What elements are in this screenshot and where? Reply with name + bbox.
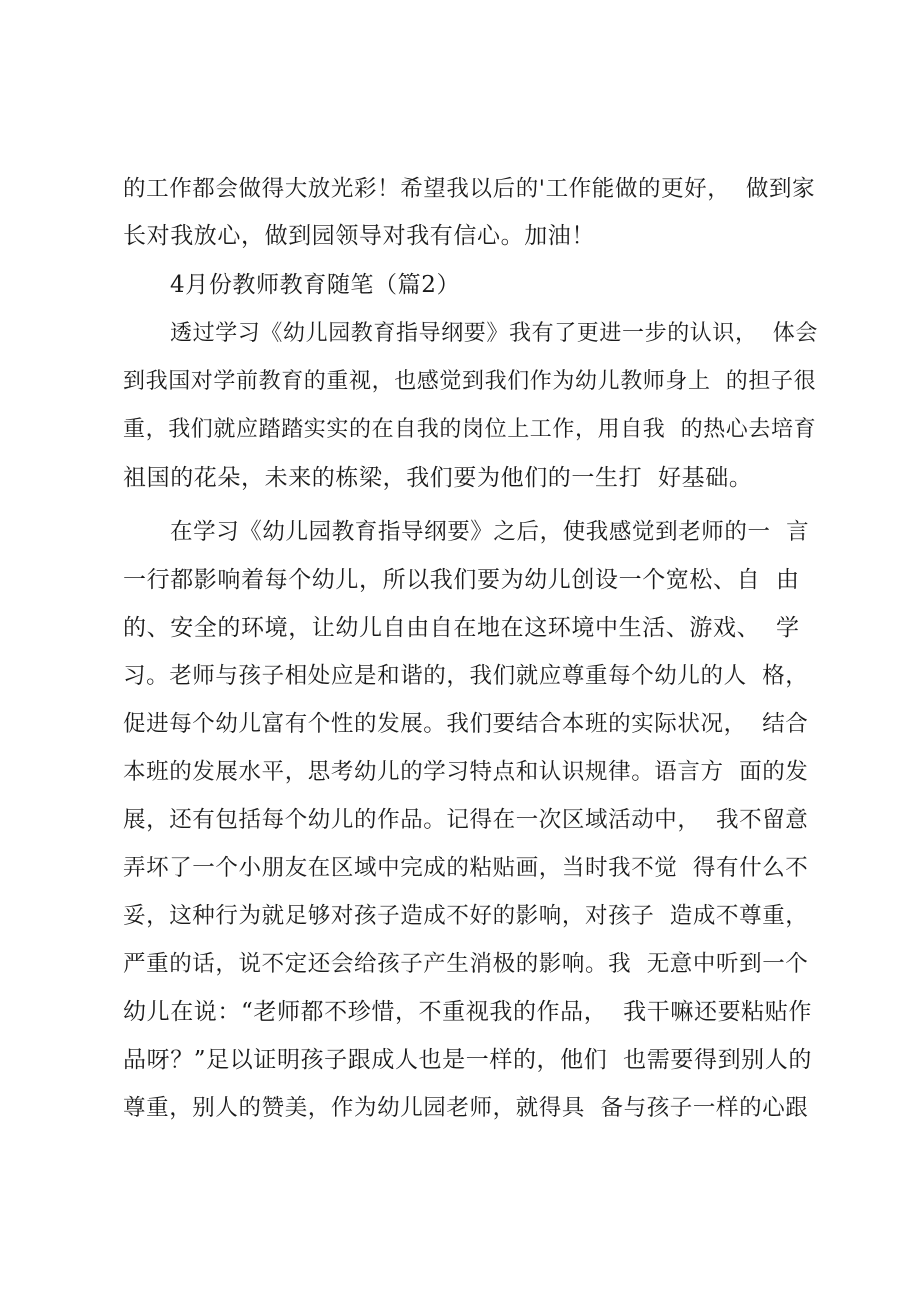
text-line: 祖国的花朵，未来的栋梁，我们要为他们的一生打 好基础。 (123, 465, 753, 491)
text-line: 长对我放心，做到园领导对我有信心。加油！ (123, 223, 595, 249)
text-line: 的、安全的环境，让幼儿自由自在地在这环境中生活、游戏、 学 (123, 615, 800, 641)
text-line: 一行都影响着每个幼儿，所以我们要为幼儿创设一个宽松、自 由 (123, 567, 800, 593)
text-line: 到我国对学前教育的重视，也感觉到我们作为幼儿教师身上 的担子很 (123, 369, 817, 394)
text-line: 幼儿在说：“老师都不珍惜，不重视我的作品， 我干嘛还要粘贴作 (123, 999, 812, 1025)
text-line: 重，我们就应踏踏实实的在自我的岗位上工作，用自我 的热心去培育 (123, 417, 817, 442)
text-line: 弄坏了一个小朋友在区域中完成的粘贴画，当时我不觉 得有什么不 (123, 855, 809, 881)
text-line: 尊重，别人的赞美，作为幼儿园老师，就得具 备与孩子一样的心跟 (123, 1095, 809, 1121)
text-line: 习。老师与孩子相处应是和谐的，我们就应尊重每个幼儿的人 格， (123, 663, 809, 689)
text-line: 本班的发展水平，思考幼儿的学习特点和认识规律。语言方 面的发 (123, 759, 809, 785)
text-line: 妥，这种行为就足够对孩子造成不好的影响，对孩子 造成不尊重， (123, 903, 809, 929)
text-line: 的工作都会做得大放光彩！希望我以后的'工作能做的更好， 做到家 (123, 176, 816, 202)
text-line: 在学习《幼儿园教育指导纲要》之后，使我感觉到老师的一 言 (170, 519, 810, 545)
section-heading: 4月份教师教育随笔（篇2） (170, 272, 461, 298)
text-line: 透过学习《幼儿园教育指导纲要》我有了更进一步的认识， 体会 (170, 321, 818, 346)
text-line: 品呀？”足以证明孩子跟成人也是一样的，他们 也需要得到别人的 (123, 1047, 812, 1073)
text-line: 展，还有包括每个幼儿的作品。记得在一次区域活动中， 我不留意 (123, 807, 809, 833)
text-line: 严重的话，说不定还会给孩子产生消极的影响。我 无意中听到一个 (123, 951, 809, 977)
text-line: 促进每个幼儿富有个性的发展。我们要结合本班的实际状况， 结合 (123, 711, 809, 737)
